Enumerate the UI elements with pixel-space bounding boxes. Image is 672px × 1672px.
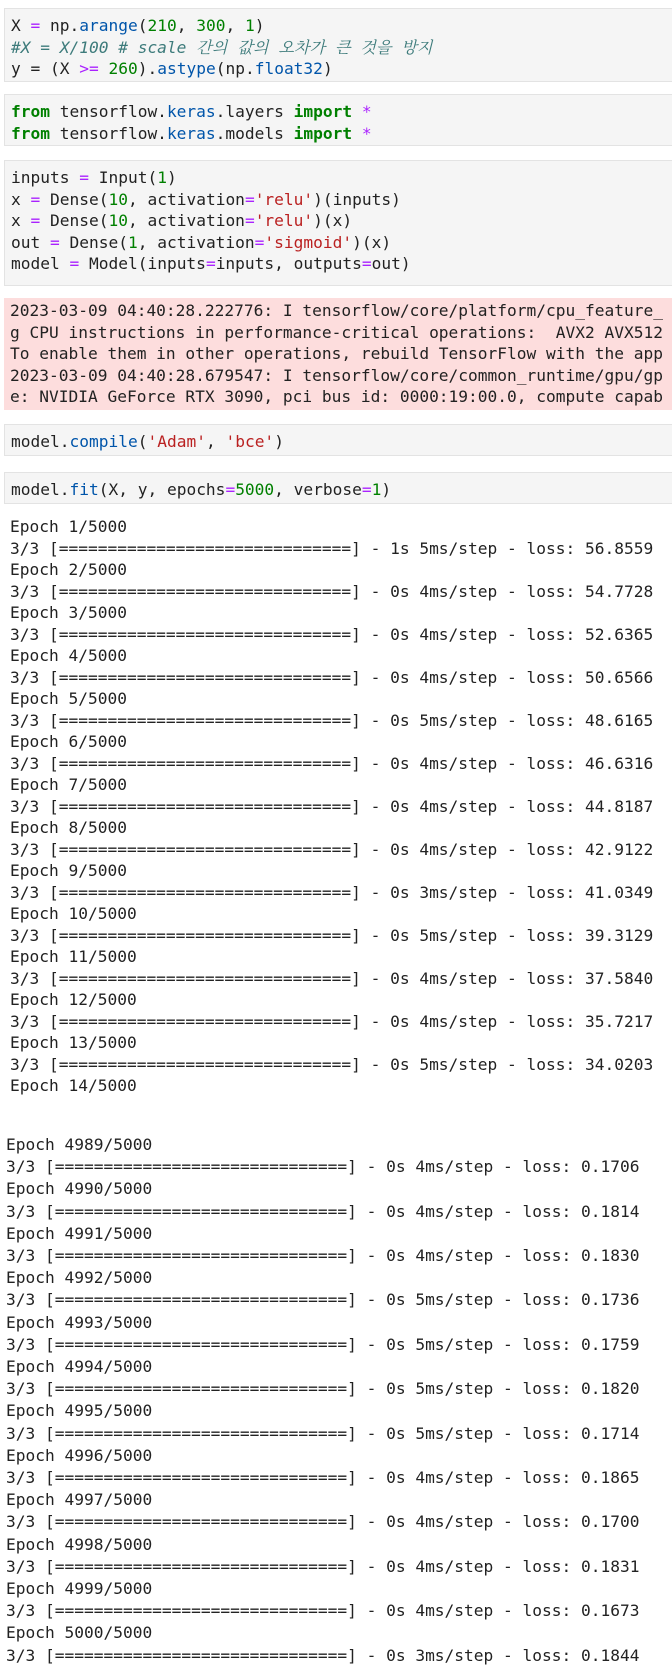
code-line xyxy=(11,232,672,254)
log-line: Epoch 7/5000 xyxy=(10,775,127,794)
code-editor[interactable] xyxy=(5,9,672,80)
log-line: Epoch 4992/5000 xyxy=(6,1268,153,1288)
code-comment: #X = X/100 # scale 간의 값의 오차가 큰 것을 방지 xyxy=(11,37,433,57)
code-token: , xyxy=(176,16,197,35)
code-token: = xyxy=(30,211,41,230)
code-token: , verbose xyxy=(274,480,362,499)
code-token: (np. xyxy=(215,59,255,78)
code-token: tensorflow. xyxy=(49,102,167,121)
code-token: 5000 xyxy=(235,480,275,499)
code-line xyxy=(11,123,672,145)
code-token: float32 xyxy=(254,59,323,78)
code-token: arange xyxy=(79,16,138,35)
code-token: .layers xyxy=(215,102,294,121)
code-token: .models xyxy=(215,123,294,143)
log-line: Epoch 8/5000 xyxy=(10,818,127,837)
code-token: = xyxy=(225,480,236,499)
code-editor[interactable] xyxy=(5,425,672,453)
code-token: x xyxy=(11,189,31,209)
code-cell-compile[interactable] xyxy=(4,424,672,456)
code-line xyxy=(11,253,672,275)
log-line: Epoch 12/5000 xyxy=(10,990,137,1009)
code-token: , activation xyxy=(127,189,245,209)
code-line xyxy=(11,58,672,80)
log-line: Epoch 5/5000 xyxy=(10,689,127,708)
log-line: 3/3 [==============================] - 0s 5ms/step - loss: 0.1820 xyxy=(6,1379,640,1399)
log-line: 3/3 [==============================] - 0s 4ms/step - loss: 0.1830 xyxy=(6,1246,640,1266)
code-token: = xyxy=(49,232,60,252)
code-token: compile xyxy=(69,432,138,451)
code-token: = xyxy=(20,16,50,35)
log-line: 3/3 [==============================] - 0s 5ms/step - loss: 0.1736 xyxy=(6,1290,640,1310)
log-line: Epoch 9/5000 xyxy=(10,861,127,880)
code-token: model. xyxy=(11,432,70,451)
log-line: 3/3 [==============================] - 0s 4ms/step - loss: 0.1814 xyxy=(6,1201,640,1221)
log-line: Epoch 13/5000 xyxy=(10,1033,137,1052)
code-token: * xyxy=(352,123,372,143)
log-line: 3/3 [==============================] - 1s 5ms/step - loss: 56.8559 xyxy=(10,538,654,558)
log-line: Epoch 1/5000 xyxy=(10,517,127,536)
code-cell-model-def[interactable] xyxy=(4,160,672,286)
code-token: X xyxy=(11,16,21,35)
log-line: 3/3 [==============================] - 0s 4ms/step - loss: 0.1673 xyxy=(6,1601,640,1621)
code-token: )(inputs) xyxy=(313,189,401,209)
log-line: 3/3 [==============================] - 0s 5ms/step - loss: 39.3129 xyxy=(10,925,654,945)
training-log xyxy=(4,516,672,1095)
code-token: ). xyxy=(137,59,158,78)
log-line: Epoch 3/5000 xyxy=(10,603,127,622)
code-token: )(x) xyxy=(313,211,353,230)
log-line: Epoch 4999/5000 xyxy=(6,1579,153,1599)
training-output-tail[interactable] xyxy=(0,1134,672,1672)
log-line: 3/3 [==============================] - 0s 4ms/step - loss: 37.5840 xyxy=(10,968,654,988)
log-line: Epoch 4993/5000 xyxy=(6,1312,153,1332)
code-cell-imports[interactable] xyxy=(4,94,672,146)
code-token: = xyxy=(244,211,255,230)
code-token: Dense( xyxy=(40,189,109,209)
code-editor[interactable] xyxy=(5,473,672,501)
log-line-cut: Epoch 14/5000 xyxy=(10,1076,137,1095)
code-token: 260 xyxy=(108,59,138,78)
code-token: ( xyxy=(137,16,148,35)
code-token: 1 xyxy=(244,16,255,35)
code-token: = xyxy=(30,189,41,209)
stderr-line: 2023-03-09 04:40:28.222776: I tensorflow/core/platform/cpu_feature_ xyxy=(10,301,663,320)
log-line: Epoch 4/5000 xyxy=(10,646,127,665)
code-token: keras xyxy=(166,123,216,143)
log-line: 3/3 [==============================] - 0s 3ms/step - loss: 41.0349 xyxy=(10,882,654,902)
code-token: inputs xyxy=(11,168,80,187)
code-token: from xyxy=(11,123,50,143)
code-token: )(x) xyxy=(352,232,392,252)
code-editor[interactable] xyxy=(5,161,672,275)
code-token: , activation xyxy=(137,232,255,252)
stderr-line: 2023-03-09 04:40:28.679547: I tensorflow/core/common_runtime/gpu/gp xyxy=(10,365,663,385)
code-token: import xyxy=(293,123,353,143)
code-token: 10 xyxy=(108,211,128,230)
code-token: fit xyxy=(69,480,99,499)
log-line: 3/3 [==============================] - 0s 4ms/step - loss: 52.6365 xyxy=(10,624,654,644)
code-token: ) xyxy=(274,432,284,451)
code-token: = xyxy=(69,254,80,273)
training-output-head[interactable] xyxy=(4,516,672,1095)
code-line xyxy=(11,101,672,123)
code-line xyxy=(11,167,672,189)
log-line: Epoch 4995/5000 xyxy=(6,1401,153,1421)
code-token: from xyxy=(11,102,50,121)
code-editor[interactable] xyxy=(5,95,672,144)
code-token: 1 xyxy=(371,480,382,499)
code-token: Model(inputs xyxy=(79,254,206,273)
code-token: Dense( xyxy=(59,232,128,252)
code-token: 'bce' xyxy=(225,432,275,451)
code-line xyxy=(11,431,672,453)
log-line: Epoch 5000/5000 xyxy=(6,1623,153,1643)
log-line: 3/3 [==============================] - 0s 4ms/step - loss: 35.7217 xyxy=(10,1011,654,1031)
log-line: 3/3 [==============================] - 0s 4ms/step - loss: 46.6316 xyxy=(10,753,654,773)
code-line xyxy=(11,210,672,232)
code-token: 'Adam' xyxy=(147,432,206,451)
log-line: 3/3 [==============================] - 0s 3ms/step - loss: 0.1844 xyxy=(6,1645,640,1665)
code-token: np. xyxy=(50,16,80,35)
code-token: = xyxy=(361,480,372,499)
log-line: 3/3 [==============================] - 0s 4ms/step - loss: 42.9122 xyxy=(10,839,654,859)
log-line: 3/3 [==============================] - 0s 4ms/step - loss: 0.1831 xyxy=(6,1556,640,1576)
code-token: 'sigmoid' xyxy=(264,232,353,252)
code-token: >= xyxy=(79,59,99,78)
code-token: model xyxy=(11,254,70,273)
log-line: 3/3 [==============================] - 0s 4ms/step - loss: 0.1865 xyxy=(6,1468,640,1488)
code-token: = xyxy=(254,232,265,252)
code-token: inputs, outputs xyxy=(215,254,362,273)
code-token: Dense( xyxy=(40,211,109,230)
code-token: x xyxy=(11,211,31,230)
log-line: 3/3 [==============================] - 0s 4ms/step - loss: 44.8187 xyxy=(10,796,654,816)
log-line: 3/3 [==============================] - 0s 4ms/step - loss: 0.1706 xyxy=(6,1157,640,1177)
log-line: Epoch 4990/5000 xyxy=(6,1179,153,1199)
code-line xyxy=(11,479,672,501)
stderr-text xyxy=(4,298,672,408)
log-line: 3/3 [==============================] - 0s 4ms/step - loss: 0.1700 xyxy=(6,1512,640,1532)
log-line: Epoch 11/5000 xyxy=(10,947,137,966)
code-token: = xyxy=(205,254,216,273)
code-token: , xyxy=(205,432,226,451)
code-token: , activation xyxy=(127,211,245,230)
code-token: ) xyxy=(381,480,392,499)
code-token: y = (X xyxy=(11,59,80,78)
stderr-line: g CPU instructions in performance-critical operations: AVX2 AVX512 xyxy=(10,322,663,342)
log-line: 3/3 [==============================] - 0s 5ms/step - loss: 0.1714 xyxy=(6,1423,640,1443)
log-line: Epoch 6/5000 xyxy=(10,732,127,751)
code-line xyxy=(11,15,672,37)
code-token: ) xyxy=(322,59,333,78)
code-token: = xyxy=(361,254,372,273)
code-cell-data-prep[interactable] xyxy=(4,8,672,82)
code-token: * xyxy=(352,102,372,121)
code-token: = xyxy=(244,189,255,209)
log-line: Epoch 4996/5000 xyxy=(6,1445,153,1465)
log-line: Epoch 2/5000 xyxy=(10,560,127,579)
code-token: ( xyxy=(137,432,148,451)
code-token: 'relu' xyxy=(254,189,314,209)
log-line: Epoch 4998/5000 xyxy=(6,1534,153,1554)
stderr-line: To enable them in other operations, rebuild TensorFlow with the app xyxy=(10,344,663,363)
code-token: 210 xyxy=(147,16,177,35)
code-token: (X, y, epochs xyxy=(98,480,226,499)
code-token: 300 xyxy=(196,16,226,35)
code-token: out) xyxy=(371,254,411,273)
log-line: Epoch 10/5000 xyxy=(10,904,137,923)
log-line: 3/3 [==============================] - 0s 5ms/step - loss: 34.0203 xyxy=(10,1054,654,1074)
log-line: 3/3 [==============================] - 0s 4ms/step - loss: 50.6566 xyxy=(10,667,654,687)
code-line xyxy=(11,189,672,211)
code-token: 'relu' xyxy=(254,211,314,230)
log-line: 3/3 [==============================] - 0s 5ms/step - loss: 0.1759 xyxy=(6,1334,640,1354)
log-line: 3/3 [==============================] - 0s 5ms/step - loss: 48.6165 xyxy=(10,710,654,730)
code-token: import xyxy=(293,102,353,121)
stderr-output xyxy=(4,298,672,410)
code-token: keras xyxy=(166,102,216,121)
code-token: ) xyxy=(166,168,177,187)
code-token: = xyxy=(79,168,89,187)
log-line: Epoch 4997/5000 xyxy=(6,1490,153,1510)
log-line: Epoch 4989/5000 xyxy=(6,1135,153,1154)
code-token: astype xyxy=(157,59,216,78)
code-token: tensorflow. xyxy=(49,123,167,143)
training-log xyxy=(0,1134,672,1667)
code-cell-fit[interactable] xyxy=(4,472,672,504)
code-token: , xyxy=(225,16,245,35)
code-token: out xyxy=(11,232,50,252)
code-token: 1 xyxy=(157,168,167,187)
code-token: ) xyxy=(254,16,265,35)
code-token: model. xyxy=(11,480,70,499)
log-line: Epoch 4994/5000 xyxy=(6,1357,153,1377)
log-line: Epoch 4991/5000 xyxy=(6,1223,153,1243)
code-token: 1 xyxy=(127,232,138,252)
code-token: 10 xyxy=(108,189,128,209)
stderr-line: e: NVIDIA GeForce RTX 3090, pci bus id: 0000:19:00.0, compute capab xyxy=(10,387,663,406)
code-token: Input( xyxy=(88,168,158,187)
log-line: 3/3 [==============================] - 0s 4ms/step - loss: 54.7728 xyxy=(10,581,654,601)
